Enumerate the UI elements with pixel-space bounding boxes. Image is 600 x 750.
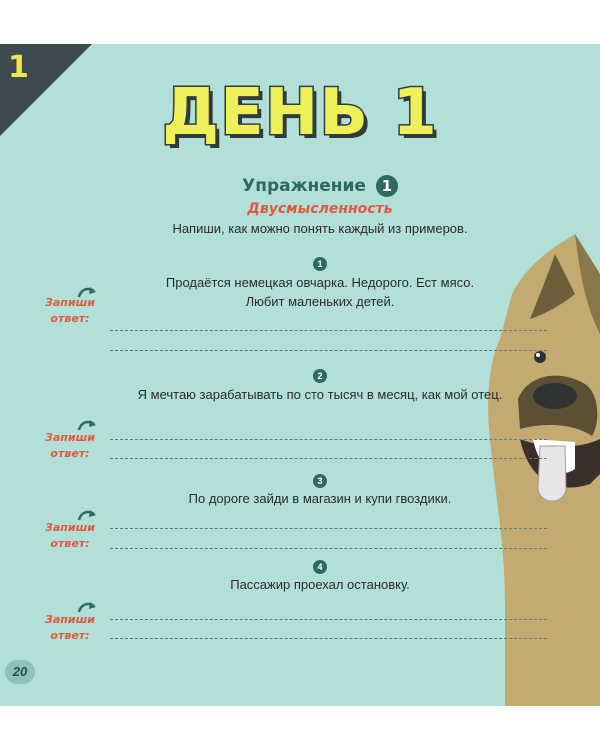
item-text: Любит маленьких детей. (245, 294, 395, 309)
answer-line[interactable] (110, 458, 547, 459)
exercise-heading (0, 175, 600, 197)
item-number-badge: 2 (313, 369, 327, 383)
item-number-badge: 1 (313, 257, 327, 271)
answer-line[interactable] (110, 619, 547, 620)
answer-label: Запиши ответ: (45, 613, 95, 642)
exercise-subtitle: Двусмысленность (247, 201, 393, 217)
exercise-label: Упражнение (242, 176, 366, 196)
answer-line[interactable] (110, 548, 547, 549)
page-number: 20 (5, 660, 35, 684)
answer-label: Запиши ответ: (45, 431, 95, 460)
answer-line[interactable] (110, 638, 547, 639)
answer-line[interactable] (110, 330, 547, 331)
item-text: Продаётся немецкая овчарка. Недорого. Ест мясо. (165, 275, 475, 290)
item-text: Пассажир проехал остановку. (230, 577, 410, 592)
answer-line[interactable] (110, 439, 547, 440)
answer-line[interactable] (110, 528, 547, 529)
answer-label: Запиши ответ: (45, 296, 95, 325)
exercise-number: 1 (376, 175, 398, 197)
answer-line[interactable] (110, 350, 547, 351)
workbook-page (0, 44, 600, 706)
item-number-badge: 4 (313, 560, 327, 574)
corner-day-number: 1 (8, 50, 29, 85)
exercise-instruction: Напиши, как можно понять каждый из примеров. (172, 221, 468, 236)
item-number-badge: 3 (313, 474, 327, 488)
answer-label: Запиши ответ: (45, 521, 95, 550)
item-text: По дороге зайди в магазин и купи гвоздики. (188, 491, 452, 506)
page-title: ДЕНЬ 1 (162, 76, 438, 150)
item-text: Я мечтаю зарабатывать по сто тысяч в месяц, как мой отец. (137, 387, 503, 402)
